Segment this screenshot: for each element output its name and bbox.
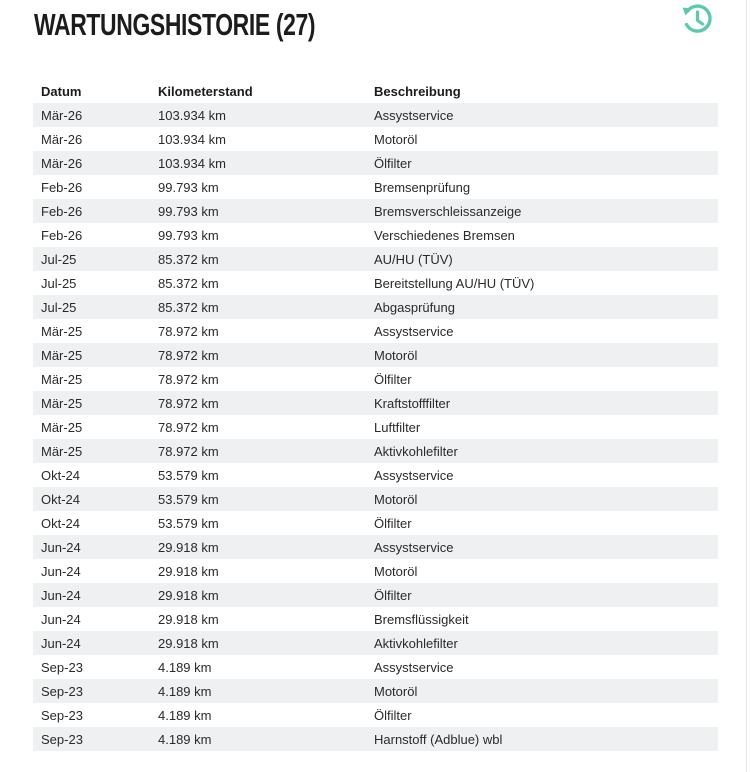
cell-mileage: 4.189 km xyxy=(158,683,212,699)
table-row xyxy=(33,511,718,535)
cell-mileage: 53.579 km xyxy=(158,467,219,483)
table-row xyxy=(33,151,718,175)
table-row xyxy=(33,727,718,751)
cell-mileage: 29.918 km xyxy=(158,539,219,555)
table-row xyxy=(33,583,718,607)
cell-date: Jul-25 xyxy=(41,275,77,291)
cell-description: Assystservice xyxy=(374,539,454,555)
column-header-mileage: Kilometerstand xyxy=(158,83,253,99)
cell-date: Jun-24 xyxy=(41,635,81,651)
table-row xyxy=(33,175,718,199)
column-header-description: Beschreibung xyxy=(374,83,461,99)
cell-mileage: 4.189 km xyxy=(158,707,212,723)
cell-mileage: 99.793 km xyxy=(158,203,219,219)
cell-date: Mär-26 xyxy=(41,107,83,123)
cell-description: Ölfilter xyxy=(374,371,412,387)
table-row xyxy=(33,535,718,559)
cell-mileage: 29.918 km xyxy=(158,635,219,651)
cell-mileage: 85.372 km xyxy=(158,299,219,315)
page-title: WARTUNGSHISTORIE (27) xyxy=(34,7,316,42)
cell-mileage: 103.934 km xyxy=(158,155,226,171)
cell-date: Jun-24 xyxy=(41,587,81,603)
cell-date: Feb-26 xyxy=(41,179,83,195)
cell-mileage: 85.372 km xyxy=(158,275,219,291)
table-row xyxy=(33,415,718,439)
cell-date: Okt-24 xyxy=(41,467,81,483)
table-row xyxy=(33,391,718,415)
cell-description: Motoröl xyxy=(374,563,418,579)
cell-date: Mär-25 xyxy=(41,371,83,387)
cell-date: Mär-25 xyxy=(41,347,83,363)
cell-description: Assystservice xyxy=(374,107,454,123)
table-row xyxy=(33,319,718,343)
cell-date: Mär-25 xyxy=(41,443,83,459)
cell-mileage: 53.579 km xyxy=(158,491,219,507)
cell-description: Aktivkohlefilter xyxy=(374,635,458,651)
cell-description: Assystservice xyxy=(374,323,454,339)
cell-date: Jun-24 xyxy=(41,539,81,555)
history-icon[interactable] xyxy=(680,2,714,36)
cell-date: Sep-23 xyxy=(41,707,83,723)
cell-mileage: 78.972 km xyxy=(158,347,219,363)
cell-date: Jun-24 xyxy=(41,563,81,579)
table-row xyxy=(33,295,718,319)
maintenance-table xyxy=(33,79,718,751)
cell-date: Jul-25 xyxy=(41,251,77,267)
cell-mileage: 99.793 km xyxy=(158,179,219,195)
cell-description: Luftfilter xyxy=(374,419,421,435)
cell-date: Sep-23 xyxy=(41,731,83,747)
cell-mileage: 78.972 km xyxy=(158,443,219,459)
cell-date: Sep-23 xyxy=(41,659,83,675)
table-row xyxy=(33,439,718,463)
cell-description: AU/HU (TÜV) xyxy=(374,251,453,267)
cell-date: Mär-26 xyxy=(41,155,83,171)
table-row xyxy=(33,367,718,391)
cell-description: Bremsflüssigkeit xyxy=(374,611,469,627)
table-row xyxy=(33,703,718,727)
cell-description: Abgasprüfung xyxy=(374,299,455,315)
cell-description: Aktivkohlefilter xyxy=(374,443,458,459)
table-row xyxy=(33,679,718,703)
cell-mileage: 29.918 km xyxy=(158,563,219,579)
table-row xyxy=(33,271,718,295)
cell-mileage: 78.972 km xyxy=(158,395,219,411)
cell-date: Mär-25 xyxy=(41,419,83,435)
cell-description: Harnstoff (Adblue) wbl xyxy=(374,731,503,747)
cell-date: Okt-24 xyxy=(41,491,81,507)
cell-description: Kraftstofffilter xyxy=(374,395,451,411)
cell-mileage: 29.918 km xyxy=(158,611,219,627)
cell-description: Ölfilter xyxy=(374,155,412,171)
cell-date: Mär-26 xyxy=(41,131,83,147)
table-row xyxy=(33,343,718,367)
cell-description: Bereitstellung AU/HU (TÜV) xyxy=(374,275,535,291)
cell-mileage: 53.579 km xyxy=(158,515,219,531)
table-row xyxy=(33,559,718,583)
table-row xyxy=(33,247,718,271)
cell-description: Assystservice xyxy=(374,467,454,483)
cell-date: Okt-24 xyxy=(41,515,81,531)
table-row xyxy=(33,223,718,247)
cell-mileage: 78.972 km xyxy=(158,371,219,387)
table-row xyxy=(33,103,718,127)
cell-mileage: 78.972 km xyxy=(158,323,219,339)
cell-mileage: 85.372 km xyxy=(158,251,219,267)
cell-mileage: 4.189 km xyxy=(158,731,212,747)
cell-description: Motoröl xyxy=(374,683,418,699)
table-row xyxy=(33,631,718,655)
cell-mileage: 78.972 km xyxy=(158,419,219,435)
cell-mileage: 103.934 km xyxy=(158,107,226,123)
cell-description: Motoröl xyxy=(374,491,418,507)
cell-mileage: 4.189 km xyxy=(158,659,212,675)
cell-date: Mär-25 xyxy=(41,323,83,339)
cell-description: Motoröl xyxy=(374,131,418,147)
cell-description: Ölfilter xyxy=(374,515,412,531)
cell-description: Motoröl xyxy=(374,347,418,363)
cell-description: Assystservice xyxy=(374,659,454,675)
cell-mileage: 29.918 km xyxy=(158,587,219,603)
cell-description: Ölfilter xyxy=(374,707,412,723)
cell-date: Mär-25 xyxy=(41,395,83,411)
table-header xyxy=(33,79,718,103)
cell-description: Bremsenprüfung xyxy=(374,179,471,195)
table-row xyxy=(33,127,718,151)
cell-description: Ölfilter xyxy=(374,587,412,603)
table-row xyxy=(33,655,718,679)
column-header-date: Datum xyxy=(41,83,82,99)
cell-date: Feb-26 xyxy=(41,227,83,243)
cell-date: Feb-26 xyxy=(41,203,83,219)
cell-mileage: 103.934 km xyxy=(158,131,226,147)
table-row xyxy=(33,199,718,223)
cell-date: Sep-23 xyxy=(41,683,83,699)
cell-date: Jul-25 xyxy=(41,299,77,315)
table-body xyxy=(33,103,718,751)
cell-date: Jun-24 xyxy=(41,611,81,627)
cell-description: Verschiedenes Bremsen xyxy=(374,227,515,243)
table-row xyxy=(33,463,718,487)
cell-mileage: 99.793 km xyxy=(158,227,219,243)
table-row xyxy=(33,487,718,511)
cell-description: Bremsverschleissanzeige xyxy=(374,203,522,219)
table-row xyxy=(33,607,718,631)
